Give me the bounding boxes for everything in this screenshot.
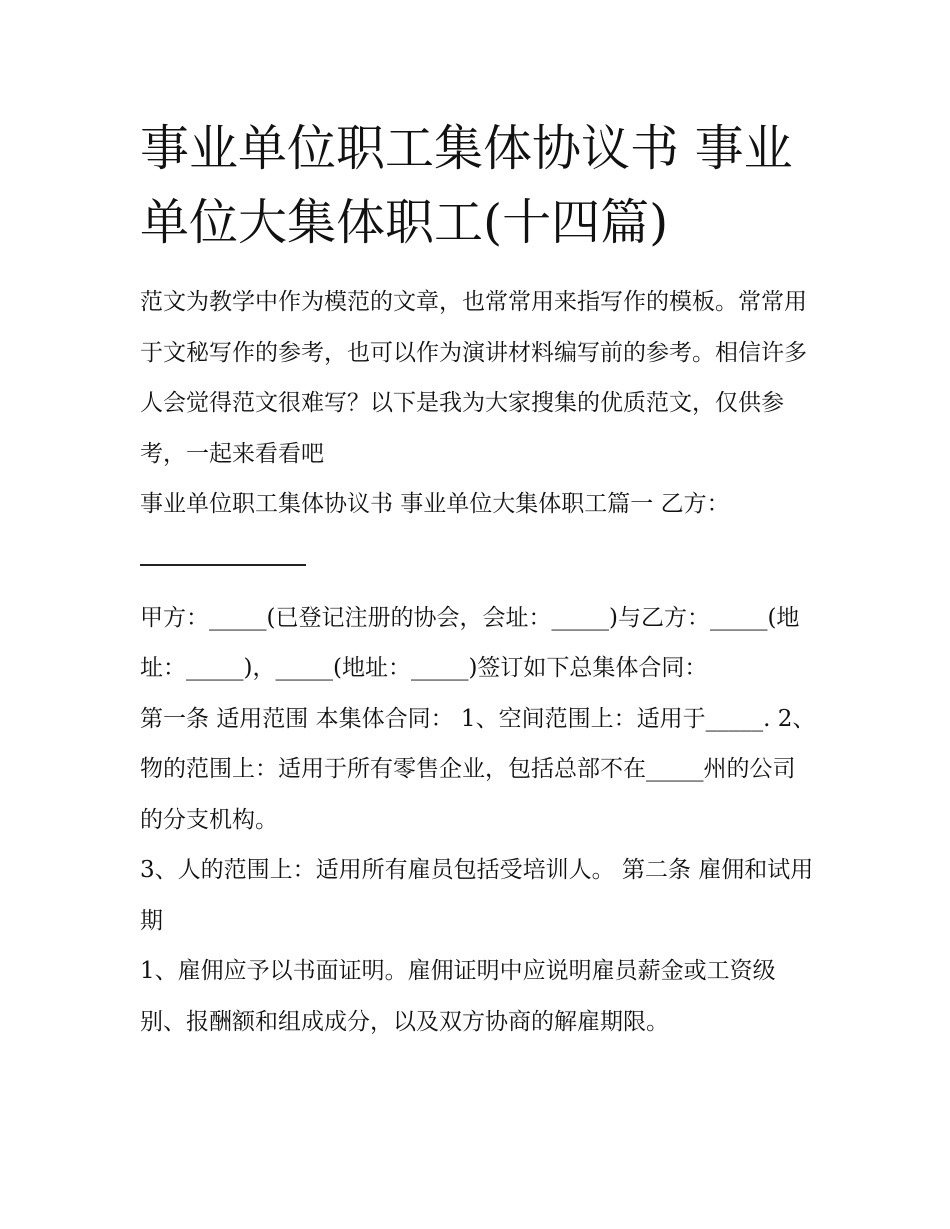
- intro-paragraph: 范文为教学中作为模范的文章，也常常用来指写作的模板。常常用于文秘写作的参考，也可以作为演讲材料编写前的参考。相信许多人会觉得范文很难写？以下是我为大家搜集的优质范文，仅供参考，一起来看看吧: [140, 289, 807, 467]
- document-body: [140, 277, 816, 1047]
- section-heading-paragraph: 事业单位职工集体协议书 事业单位大集体职工篇一 乙方：: [140, 491, 730, 517]
- document-title: 事业单位职工集体协议书 事业单位大集体职工(十四篇): [140, 120, 793, 251]
- article-one-paragraph: 第一条 适用范围 本集体合同： 1、空间范围上：适用于_____. 2、物的范围上：适用于所有零售企业，包括总部不在_____州的公司的分支机构。: [140, 705, 816, 833]
- blank-underline: [140, 564, 306, 566]
- article-one-item-three: 3、人的范围上：适用所有雇员包括受培训人。 第二条 雇佣和试用期: [140, 857, 814, 934]
- article-two-item-one: 1、雇佣应予以书面证明。雇佣证明中应说明雇员薪金或工资级别、报酬额和组成成分，以及双方协商的解雇期限。: [140, 958, 776, 1035]
- parties-paragraph: 甲方：_____(已登记注册的协会，会址：_____)与乙方：_____(地址：_____)，_____(地址：_____)签订如下总集体合同：: [140, 604, 800, 681]
